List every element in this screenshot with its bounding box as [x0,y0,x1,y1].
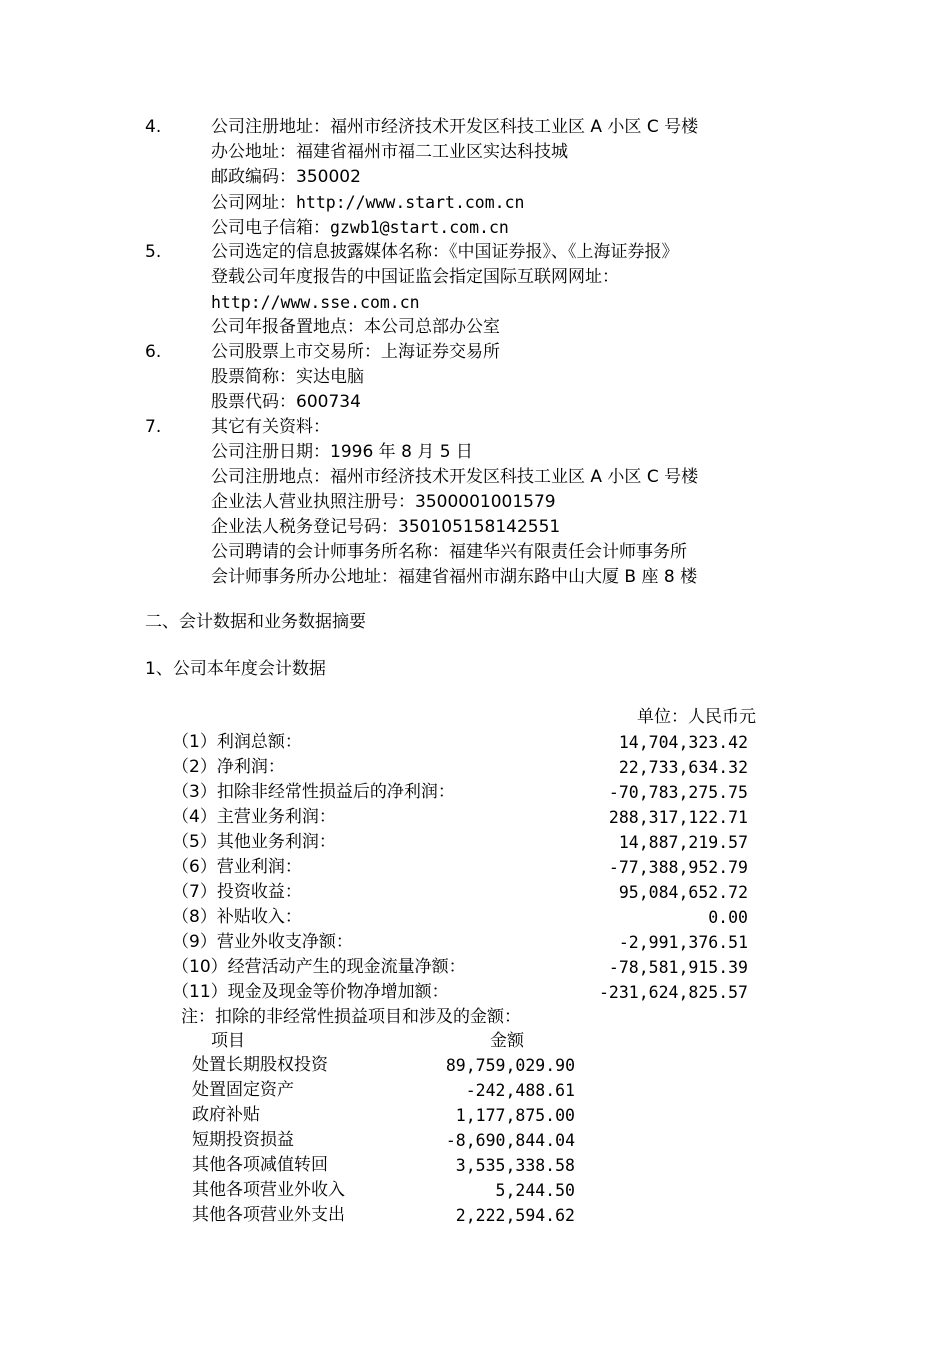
metric-value: -2,991,376.51 [618,933,748,952]
metric-value: 0.00 [708,908,748,927]
metric-label: （3）扣除非经常性损益后的净利润： [172,782,455,802]
metric-label: （11）现金及现金等价物净增加额： [172,982,449,1002]
license-line [211,490,556,515]
tax-line [211,515,560,540]
item-amount: 2,222,594.62 [455,1206,575,1225]
items-header-item: 项目 [211,1031,245,1051]
stock-name: 股票简称：实达电脑 [211,367,364,387]
tax-number: 350105158142551 [398,517,561,537]
stock-code-value: 600734 [296,392,361,412]
item-amount: -8,690,844.04 [445,1131,575,1150]
email-link[interactable]: gzwb1@start.com.cn [330,218,509,237]
metric-value: 95,084,652.72 [618,883,748,902]
website-label: 公司网址： [211,193,296,213]
metric-label: （7）投资收益： [172,882,302,902]
website-line [211,190,524,215]
metric-label: （10）经营活动产生的现金流量净额： [172,957,466,977]
part-2-title: 二、会计数据和业务数据摘要 [145,612,366,632]
disclosure-media: 公司选定的信息披露媒体名称：《中国证券报》、《上海证券报》 [211,242,679,262]
items-header-amount: 金额 [490,1031,524,1051]
registered-address: 公司注册地址：福州市经济技术开发区科技工业区 A 小区 C 号楼 [211,117,699,137]
website-link[interactable]: http://www.start.com.cn [296,193,525,212]
metric-value: -78,581,915.39 [608,958,748,977]
item-label: 处置长期股权投资 [192,1055,328,1075]
auditor-name: 公司聘请的会计师事务所名称：福建华兴有限责任会计师事务所 [211,542,687,562]
license-number: 3500001001579 [415,492,556,512]
metric-label: （6）营业利润： [172,857,302,877]
metric-value: -70,783,275.75 [608,783,748,802]
metric-value: -231,624,825.57 [598,983,748,1002]
item-amount: 3,535,338.58 [455,1156,575,1175]
item-amount: -242,488.61 [465,1081,575,1100]
section-4-number: 4. [145,117,162,137]
license-label: 企业法人营业执照注册号： [211,492,415,512]
metric-value: 14,887,219.57 [618,833,748,852]
registration-date: 公司注册日期：1996 年 8 月 5 日 [211,442,473,462]
item-label: 其他各项营业外支出 [192,1205,345,1225]
metric-value: 22,733,634.32 [618,758,748,777]
item-label: 政府补贴 [192,1105,260,1125]
report-location: 公司年报备置地点：本公司总部办公室 [211,317,500,337]
item-amount: 1,177,875.00 [455,1106,575,1125]
item-amount: 89,759,029.90 [445,1056,575,1075]
postcode-label: 邮政编码： [211,167,296,187]
metric-label: （8）补贴收入： [172,907,302,927]
item-label: 处置固定资产 [192,1080,294,1100]
registration-place: 公司注册地点：福州市经济技术开发区科技工业区 A 小区 C 号楼 [211,467,699,487]
section-6-number: 6. [145,342,162,362]
item-label: 其他各项减值转回 [192,1155,328,1175]
note-text: 注：扣除的非经常性损益项目和涉及的金额： [181,1007,521,1027]
auditor-address: 会计师事务所办公地址：福建省福州市湖东路中山大厦 B 座 8 楼 [211,567,698,587]
email-line [211,215,509,240]
subsection-1-title: 1、公司本年度会计数据 [145,659,326,679]
item-label: 其他各项营业外收入 [192,1180,345,1200]
metric-label: （2）净利润： [172,757,285,777]
item-label: 短期投资损益 [192,1130,294,1150]
tax-label: 企业法人税务登记号码： [211,517,398,537]
postcode-line [211,165,361,190]
metric-label: （5）其他业务利润： [172,832,336,852]
metric-label: （1）利润总额： [172,732,302,752]
unit-label: 单位：人民币元 [637,707,756,727]
other-info-title: 其它有关资料： [211,417,330,437]
metric-label: （4）主营业务利润： [172,807,336,827]
item-amount: 5,244.50 [495,1181,575,1200]
office-address: 办公地址：福建省福州市福二工业区实达科技城 [211,142,568,162]
email-label: 公司电子信箱： [211,218,330,238]
stock-code-line [211,390,361,415]
section-5-number: 5. [145,242,162,262]
metric-value: -77,388,952.79 [608,858,748,877]
stock-exchange: 公司股票上市交易所：上海证券交易所 [211,342,500,362]
csrc-site-label: 登载公司年度报告的中国证监会指定国际互联网网址： [211,267,619,287]
metric-value: 288,317,122.71 [608,808,748,827]
section-7-number: 7. [145,417,162,437]
csrc-site-link[interactable]: http://www.sse.com.cn [211,293,420,312]
metric-label: （9）营业外收支净额： [172,932,353,952]
stock-code-label: 股票代码： [211,392,296,412]
metric-value: 14,704,323.42 [618,733,748,752]
postcode-value: 350002 [296,167,361,187]
